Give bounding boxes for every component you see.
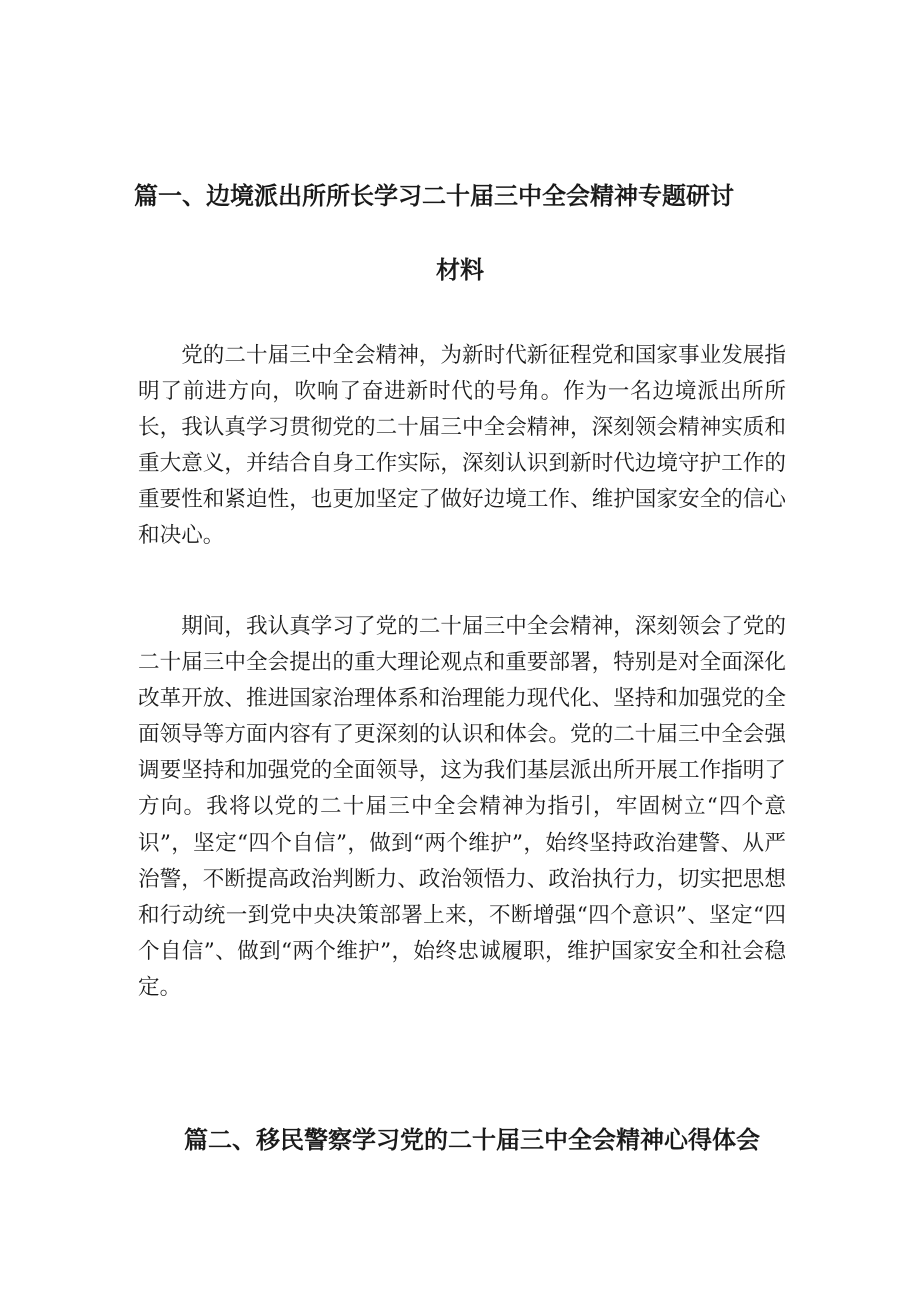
section1-paragraph-2: 期间，我认真学习了党的二十届三中全会精神，深刻领会了党的二十届三中全会提出的重大理论观点和重要部署，特别是对全面深化改革开放、推进国家治理体系和治理能力现代化、坚持和加强党的全面领导等方面内容有了更深刻的认识和体会。党的二十届三中全会强调要坚持和加强党的全面领导，这为我们基层派出所开展工作指明了方向。我将以党的二十届三中全会精神为指引，牢固树立“四个意识”，坚定“四个自信”，做到“两个维护”，始终坚持政治建警、从严治警，不断提高政治判断力、政治领悟力、政治执行力，切实把思想和行动统一到党中央决策部署上来，不断增强“四个意识”、坚定“四个自信”、做到“两个维护”，始终忠诚履职，维护国家安全和社会稳定。	[138, 614, 786, 1000]
section1-title-line1: 篇一、边境派出所所长学习二十届三中全会精神专题研讨	[134, 182, 734, 210]
section1-title-line2: 材料	[436, 256, 484, 284]
section2-title: 篇二、移民警察学习党的二十届三中全会精神心得体会	[184, 1126, 760, 1154]
section1-paragraph-1: 党的二十届三中全会精神，为新时代新征程党和国家事业发展指明了前进方向，吹响了奋进新时代的号角。作为一名边境派出所所长，我认真学习贯彻党的二十届三中全会精神，深刻领会精神实质和重大意义，并结合自身工作实际，深刻认识到新时代边境守护工作的重要性和紧迫性，也更加坚定了做好边境工作、维护国家安全的信心和决心。	[138, 343, 786, 549]
